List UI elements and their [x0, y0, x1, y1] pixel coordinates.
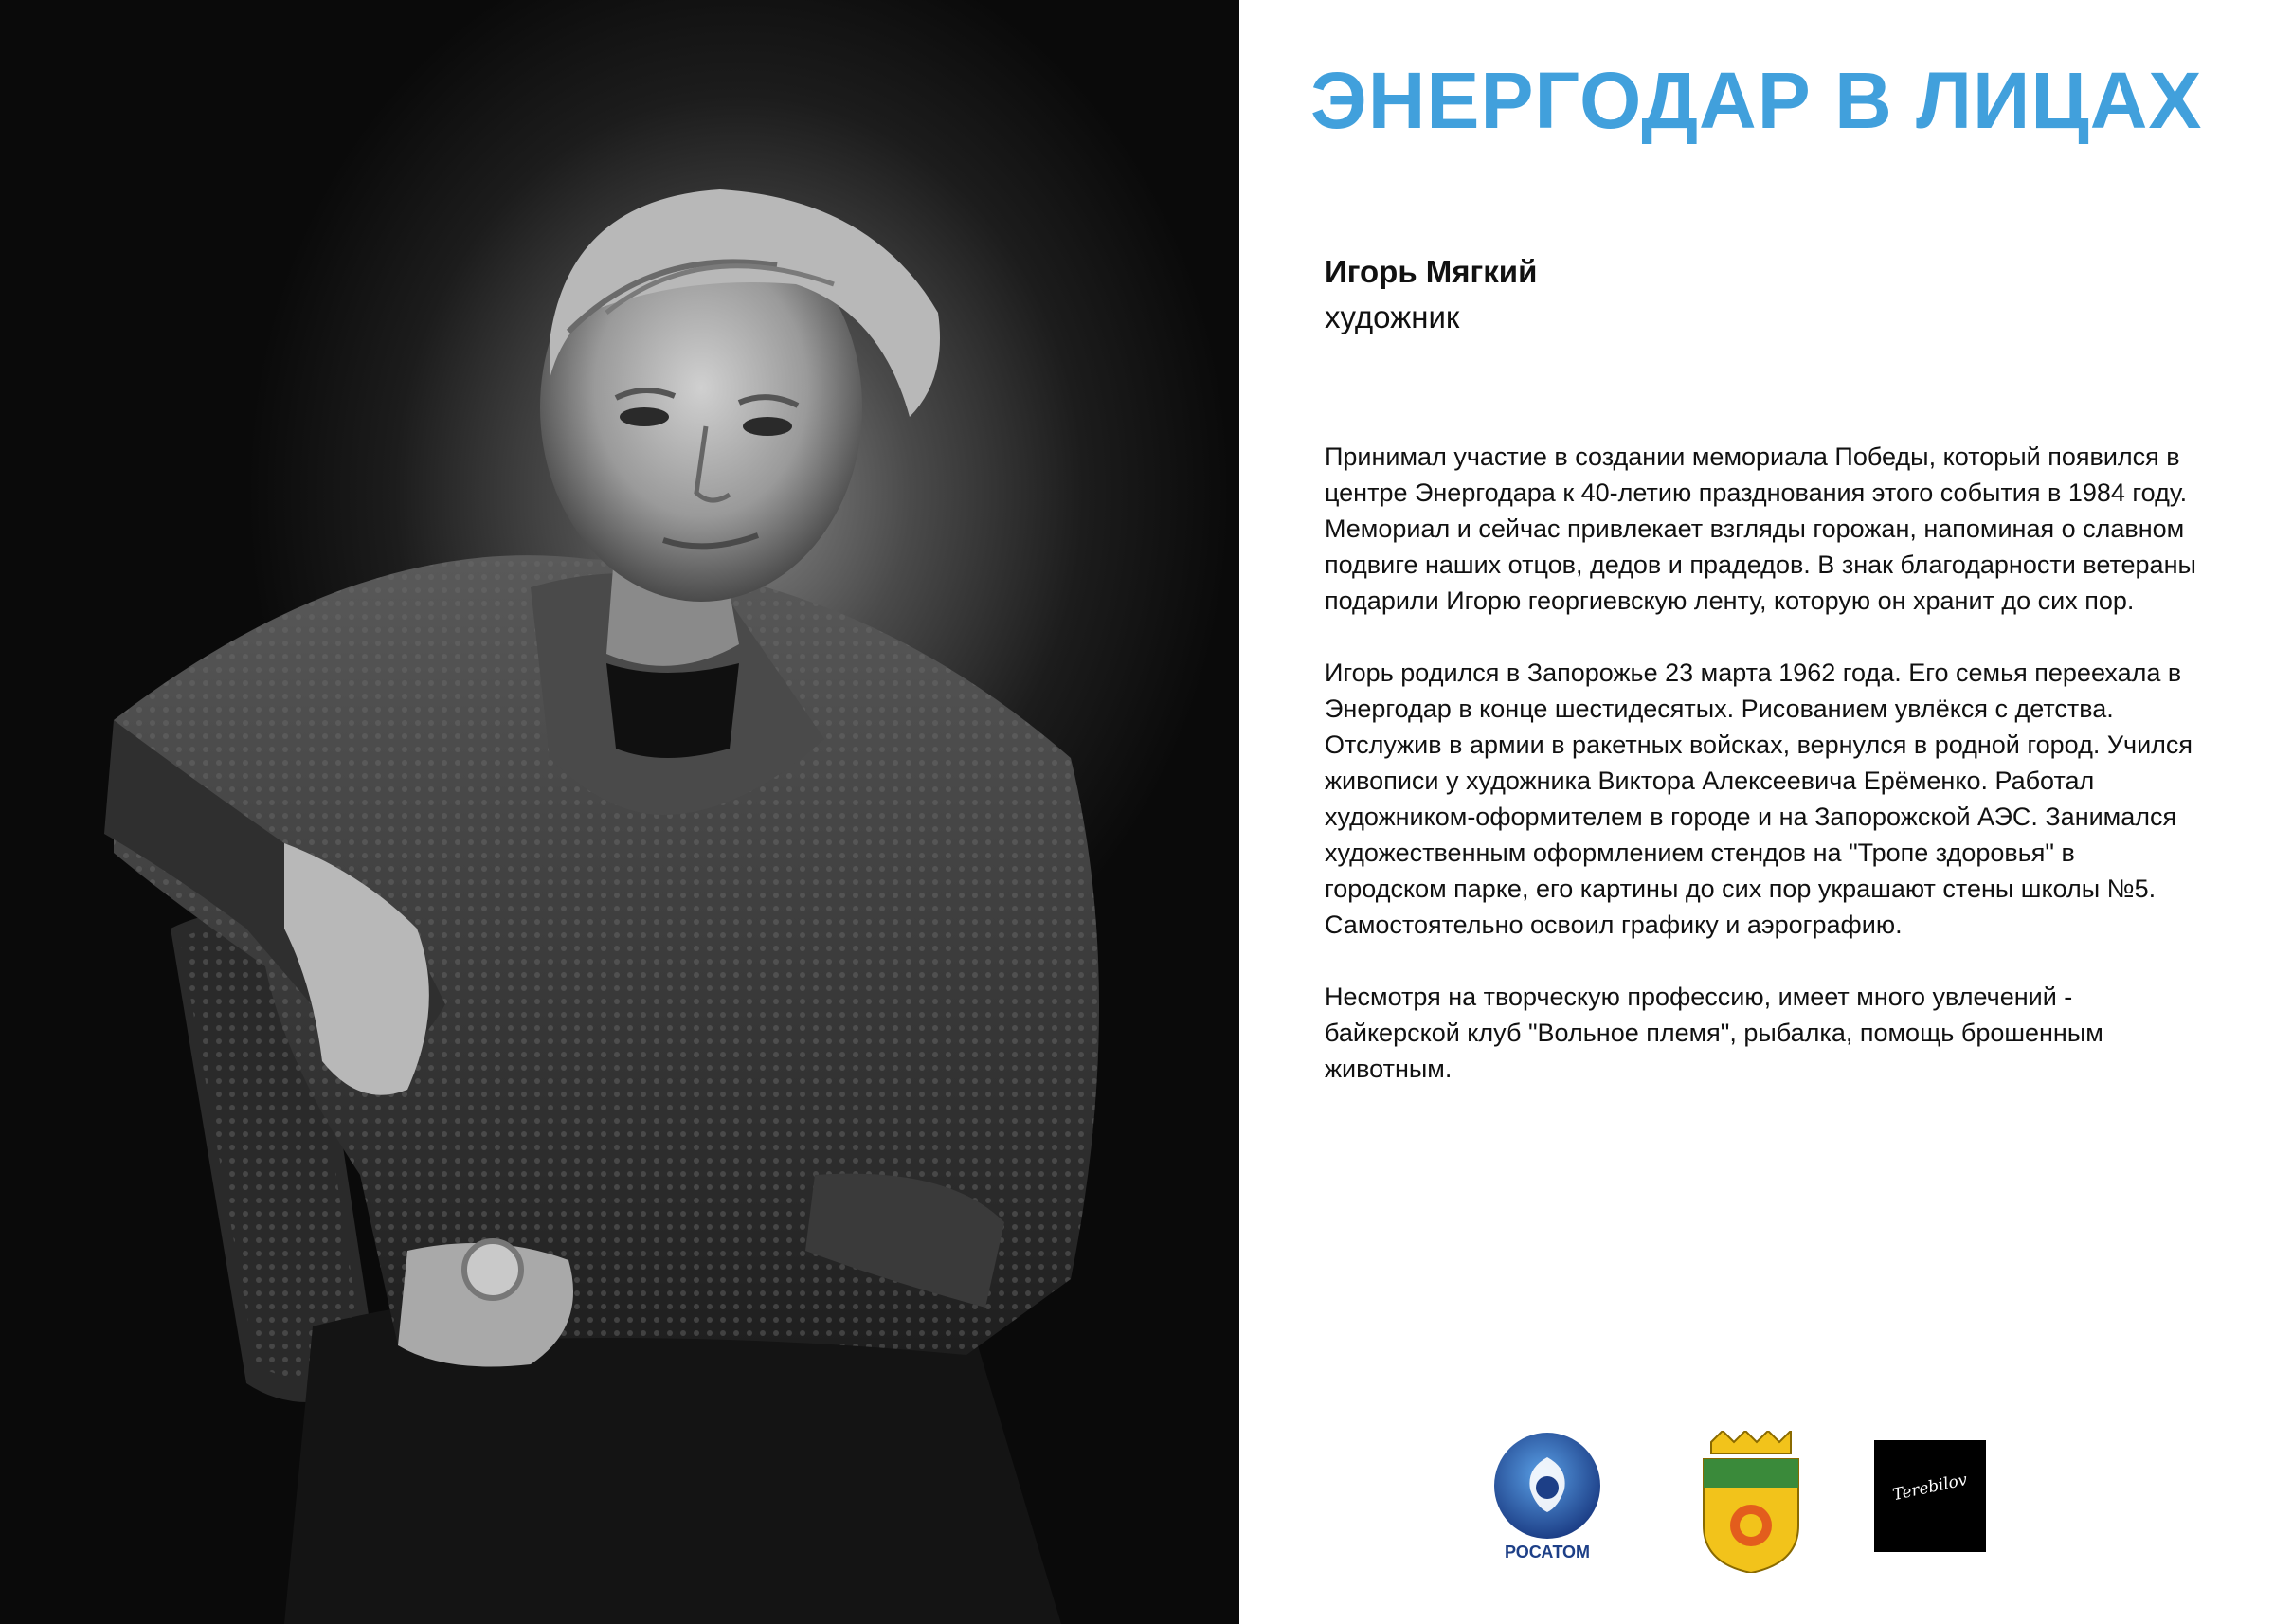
bio-paragraph: Несмотря на творческую профессию, имеет много увлечений - байкерской клуб "Вольное племя", рыбалка, помощь брошенным животным. [1325, 983, 2103, 1083]
city-coat-of-arms [1694, 1431, 1808, 1573]
rosatom-icon [1481, 1431, 1614, 1543]
page-title: ЭНЕРГОДАР В ЛИЦАХ [1310, 56, 2203, 145]
rosatom-label: РОСАТОМ [1505, 1543, 1590, 1561]
rosatom-logo [1481, 1431, 1614, 1563]
text-panel [1239, 0, 2274, 1624]
photographer-signature-logo [1874, 1440, 1986, 1552]
signature-text: Terebilov [1890, 1470, 1970, 1506]
bio-paragraph: Игорь родился в Запорожье 23 марта 1962 года. Его семья переехала в Энергодар в конце шестидесятых. Рисованием увлёкся с детства. Отслужив в армии в ракетных войсках, вернулся в родной город. Учился живописи у художника Виктора Алексеевича Ерёменко. Работал художником-оформителем в городе и на Запорожской АЭС. Занимался художественным оформлением стендов на "Тропе здоровья" в городском парке, его картины до сих пор украшают стены школы №5. Самостоятельно освоил графику и аэрографию. [1325, 659, 2193, 939]
bio-paragraph: Принимал участие в создании мемориала Победы, который появился в центре Энергодара к 40-летию празднования этого события в 1984 году. Мемориал и сейчас привлекает взгляды горожан, напоминая о славном подвиге наших отцов, дедов и прадедов. В знак благодарности ветераны подарили Игорю георгиевскую ленту, которую он хранит до сих пор. [1325, 442, 2196, 615]
person-role: художник [1325, 299, 1460, 334]
coat-of-arms-icon [1694, 1431, 1808, 1573]
biography [1325, 439, 2196, 1123]
person-name: Игорь Мягкий [1325, 254, 1538, 289]
